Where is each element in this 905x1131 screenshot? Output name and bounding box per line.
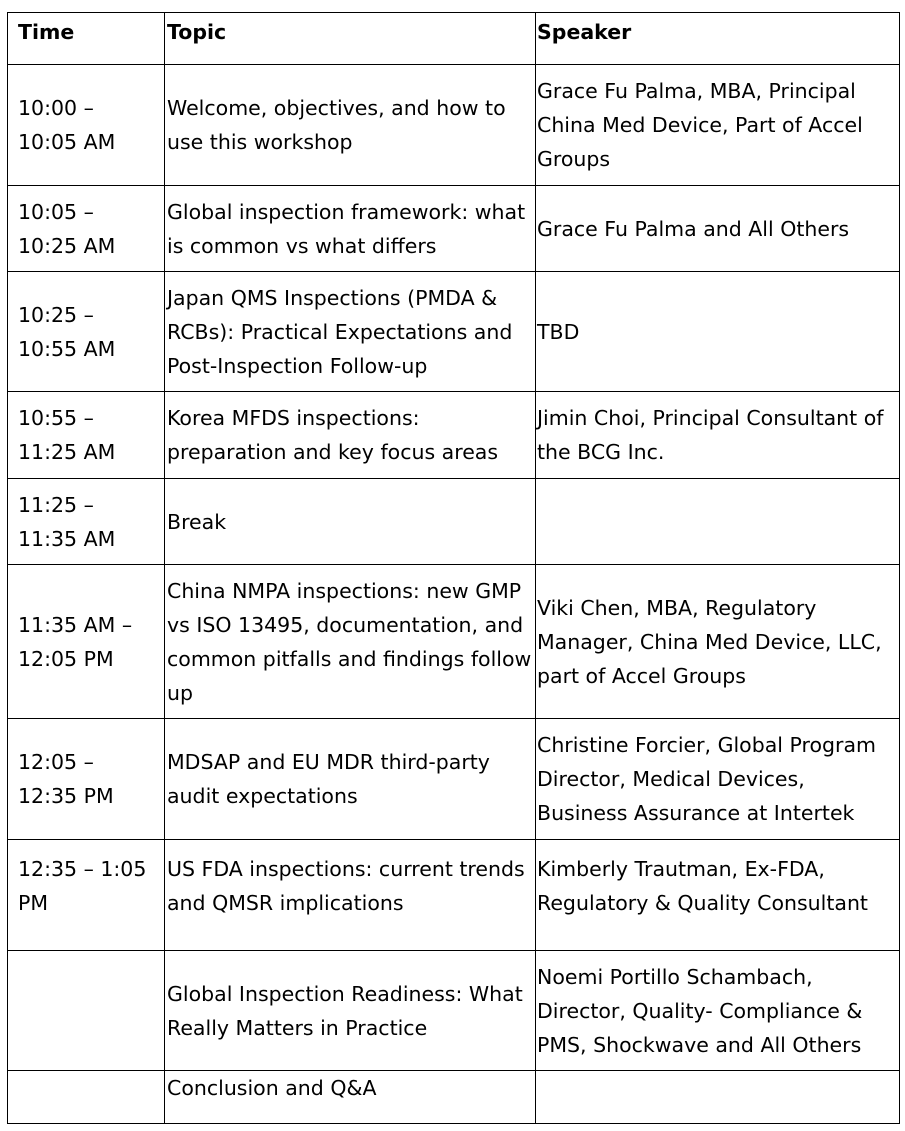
table-row xyxy=(8,719,900,840)
speaker-cell xyxy=(536,1071,900,1124)
speaker-cell: TBD xyxy=(536,272,900,392)
speaker-cell xyxy=(536,479,900,565)
speaker-cell: Viki Chen, MBA, Regulatory Manager, China Med Device, LLC, part of Accel Groups xyxy=(536,565,900,719)
table-row xyxy=(8,951,900,1071)
speaker-cell: Christine Forcier, Global Program Director, Medical Devices, Business Assurance at Intertek xyxy=(536,719,900,840)
topic-cell: Korea MFDS inspections: preparation and key focus areas xyxy=(165,392,536,479)
header-topic: Topic xyxy=(165,13,536,65)
time-cell: 10:00 – 10:05 AM xyxy=(8,65,165,186)
time-cell: 11:35 AM – 12:05 PM xyxy=(8,565,165,719)
table-row xyxy=(8,479,900,565)
time-cell: 10:55 – 11:25 AM xyxy=(8,392,165,479)
table-row xyxy=(8,840,900,951)
table-row xyxy=(8,565,900,719)
time-cell: 11:25 – 11:35 AM xyxy=(8,479,165,565)
topic-cell: Welcome, objectives, and how to use this workshop xyxy=(165,65,536,186)
speaker-cell: Grace Fu Palma and All Others xyxy=(536,186,900,272)
topic-cell: Japan QMS Inspections (PMDA & RCBs): Practical Expectations and Post-Inspection Follow-up xyxy=(165,272,536,392)
speaker-cell: Noemi Portillo Schambach, Director, Quality- Compliance & PMS, Shockwave and All Others xyxy=(536,951,900,1071)
topic-cell: Global inspection framework: what is common vs what differs xyxy=(165,186,536,272)
time-cell: 10:25 – 10:55 AM xyxy=(8,272,165,392)
topic-cell: Global Inspection Readiness: What Really Matters in Practice xyxy=(165,951,536,1071)
agenda-table xyxy=(7,12,900,1124)
topic-cell: China NMPA inspections: new GMP vs ISO 13495, documentation, and common pitfalls and findings follow up xyxy=(165,565,536,719)
table-row xyxy=(8,1071,900,1124)
time-cell xyxy=(8,951,165,1071)
table-row xyxy=(8,65,900,186)
topic-cell: US FDA inspections: current trends and QMSR implications xyxy=(165,840,536,951)
table-row xyxy=(8,392,900,479)
topic-cell: Break xyxy=(165,479,536,565)
time-cell xyxy=(8,1071,165,1124)
header-time: Time xyxy=(8,13,165,65)
speaker-cell: Grace Fu Palma, MBA, Principal China Med Device, Part of Accel Groups xyxy=(536,65,900,186)
table-row xyxy=(8,186,900,272)
speaker-cell: Kimberly Trautman, Ex-FDA, Regulatory & Quality Consultant xyxy=(536,840,900,951)
table-row xyxy=(8,272,900,392)
header-speaker: Speaker xyxy=(536,13,900,65)
topic-cell: Conclusion and Q&A xyxy=(165,1071,536,1124)
header-row xyxy=(8,13,900,65)
time-cell: 12:35 – 1:05 PM xyxy=(8,840,165,951)
time-cell: 10:05 – 10:25 AM xyxy=(8,186,165,272)
topic-cell: MDSAP and EU MDR third-party audit expectations xyxy=(165,719,536,840)
speaker-cell: Jimin Choi, Principal Consultant of the BCG Inc. xyxy=(536,392,900,479)
time-cell: 12:05 – 12:35 PM xyxy=(8,719,165,840)
